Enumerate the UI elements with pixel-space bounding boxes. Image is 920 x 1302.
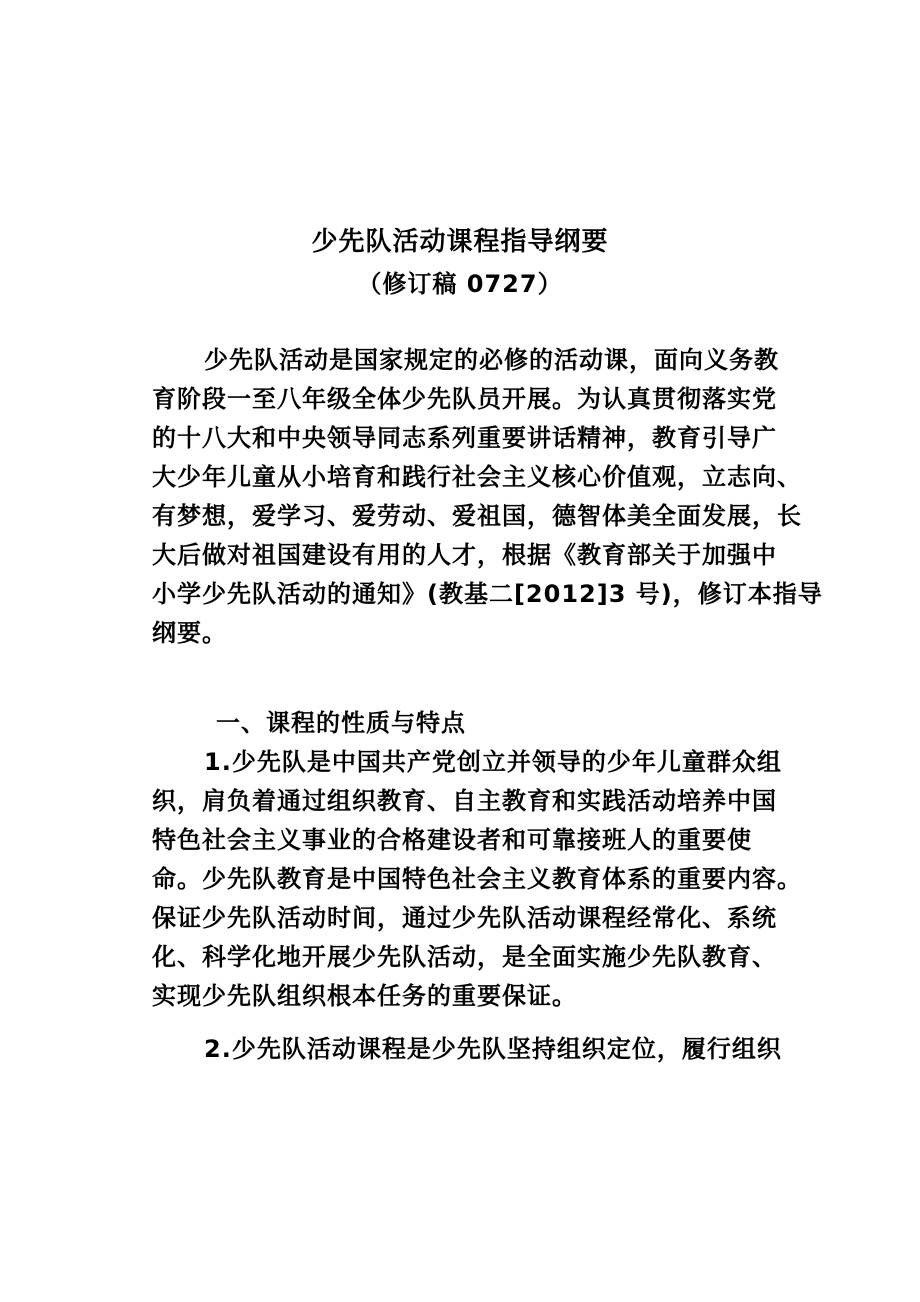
point-1-paragraph bbox=[152, 743, 802, 1016]
paragraph-line: 育阶段一至八年级全体少先队员开展。为认真贯彻落实党 bbox=[152, 385, 777, 413]
paragraph-line: 实现少先队组织根本任务的重要保证。 bbox=[152, 982, 577, 1010]
paragraph-line: 保证少先队活动时间，通过少先队活动课程经常化、系统 bbox=[152, 904, 777, 932]
paragraph-line: 有梦想，爱学习、爱劳动、爱祖国，德智体美全面发展，长 bbox=[152, 502, 802, 530]
point-2-paragraph bbox=[152, 1030, 782, 1069]
paragraph-line: 的十八大和中央领导同志系列重要讲话精神，教育引导广 bbox=[152, 424, 777, 452]
paragraph-line: 2.少先队活动课程是少先队坚持组织定位，履行组织 bbox=[204, 1035, 782, 1063]
paragraph-line: 纲要。 bbox=[152, 619, 227, 647]
paragraph-line: 织，肩负着通过组织教育、自主教育和实践活动培养中国 bbox=[152, 787, 777, 815]
section-heading: 一、课程的性质与特点 bbox=[216, 709, 466, 737]
document-subtitle: （修订稿 0727） bbox=[357, 270, 563, 298]
document-title: 少先队活动课程指导纲要 bbox=[311, 227, 609, 257]
paragraph-line: 大后做对祖国建设有用的人才，根据《教育部关于加强中 bbox=[152, 541, 777, 569]
intro-paragraph bbox=[152, 341, 823, 653]
paragraph-line: 少先队活动是国家规定的必修的活动课，面向义务教 bbox=[204, 346, 779, 374]
paragraph-line: 1.少先队是中国共产党创立并领导的少年儿童群众组 bbox=[204, 748, 782, 776]
paragraph-line: 大少年儿童从小培育和践行社会主义核心价值观，立志向、 bbox=[152, 463, 802, 491]
paragraph-line: 命。少先队教育是中国特色社会主义教育体系的重要内容。 bbox=[152, 865, 802, 893]
paragraph-line: 化、科学化地开展少先队活动，是全面实施少先队教育、 bbox=[152, 943, 777, 971]
paragraph-line: 特色社会主义事业的合格建设者和可靠接班人的重要使 bbox=[152, 826, 752, 854]
paragraph-line: 小学少先队活动的通知》(教基二[2012]3 号)，修订本指导 bbox=[152, 580, 823, 608]
